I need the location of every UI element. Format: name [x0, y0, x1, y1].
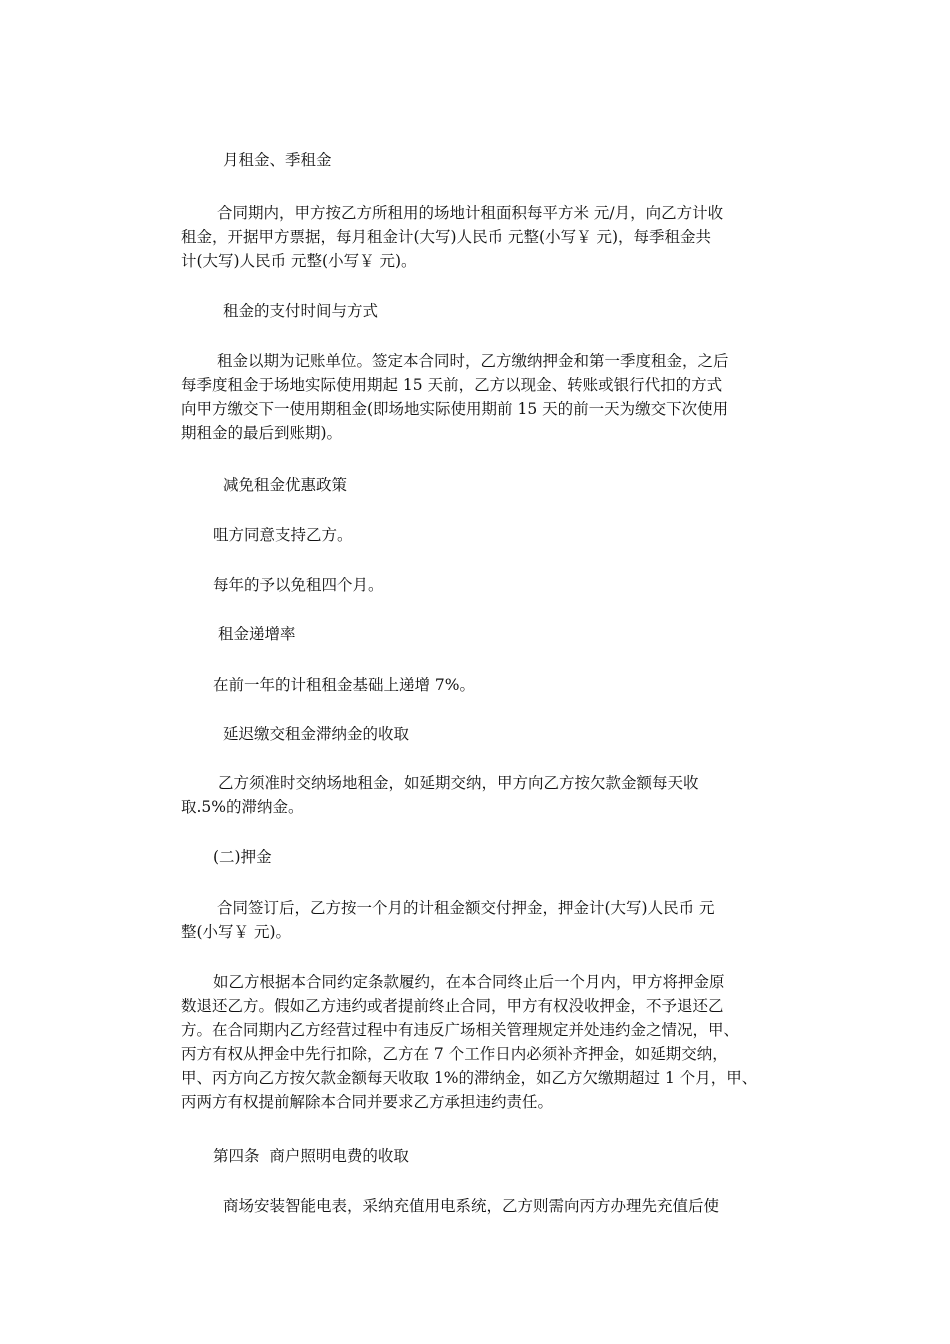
paragraph-smart-meter: 商场安装智能电表，采纳充值用电系统，乙方则需向丙方办理先充值后使	[223, 1197, 720, 1215]
paragraph-deposit-return: 如乙方根据本合同约定条款履约，在本合同终止后一个月内，甲方将押金原 数退还乙方。假如乙方违约或者提前终止合同，甲方有权没收押金，不予退还乙 方。在合同期内乙方经营过程中有违反广场相关管理规定并处违约金之情况，甲、 丙方有权从押金中先行扣除，乙方在 7 个工作日内必须补齐押金，如延期交纳， 甲、丙方向乙方按欠款金额每天收取 1%的滞纳金，如乙方欠缴期超过 1 个月，甲、 丙两方有权提前解除本合同并要求乙方承担违约责任。	[181, 973, 758, 1111]
paragraph-late-fee: 乙方须准时交纳场地租金，如延期交纳，甲方向乙方按欠款金额每天收 取.5%的滞纳金。	[181, 774, 699, 816]
paragraph-deposit-amount: 合同签订后，乙方按一个月的计租金额交付押金，押金计(大写)人民币 元 整(小写￥ 元)。	[181, 899, 715, 941]
heading-late-fee: 延迟缴交租金滞纳金的收取	[223, 725, 410, 743]
paragraph-free-months: 每年的予以免租四个月。	[213, 576, 384, 594]
heading-article-4: 第四条 商户照明电费的收取	[213, 1147, 409, 1165]
paragraph-support: 咀方同意支持乙方。	[213, 526, 353, 544]
paragraph-payment: 租金以期为记账单位。签定本合同时，乙方缴纳押金和第一季度租金，之后 每季度租金于场地实际使用期起 15 天前，乙方以现金、转账或银行代扣的方式 向甲方缴交下一使用期租金(即场地实际使用期前 15 天的前一天为缴交下次使用 期租金的最后到账期)。	[181, 352, 729, 442]
paragraph-rent-calculation: 合同期内，甲方按乙方所租用的场地计租面积每平方米 元/月，向乙方计收 租金，开据甲方票据，每月租金计(大写)人民币 元整(小写￥ 元)，每季租金共 计(大写)人民币 元整(小写￥ 元)。	[181, 204, 724, 270]
heading-rent-reduction: 减免租金优惠政策	[223, 476, 348, 494]
paragraph-rent-increase: 在前一年的计租租金基础上递增 7%。	[213, 676, 476, 694]
heading-payment-time-method: 租金的支付时间与方式	[223, 302, 379, 320]
heading-monthly-quarterly-rent: 月租金、季租金	[223, 151, 332, 169]
heading-deposit: (二)押金	[213, 848, 272, 866]
heading-rent-increase: 租金递增率	[218, 625, 296, 643]
